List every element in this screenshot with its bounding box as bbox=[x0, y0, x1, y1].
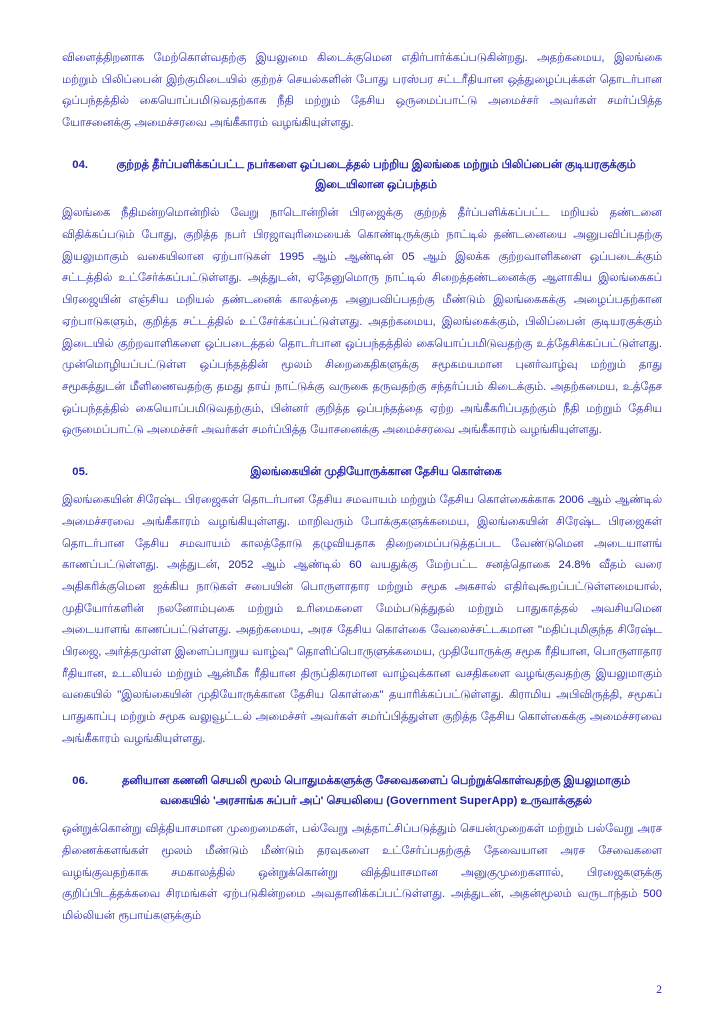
paragraph: ஒன்றுக்கொன்று வித்தியாசமான முறைமைகள், பல்வேறு அத்தாட்சிப்படுத்தும் செயன்முறைகள் மற்றும் பல்வேறு அரச திணைக்களங்கள் மூலம் மீண்டும் மீண்டும் தரவுகளை உட்சேர்ப்பதற்குத் தேவையான அரச சேவைகளை வழங்குவதற்காக சமகாலத்தில் ஒன்றுக்கொன்று வித்தியாசமான அனுகுமுறைகளால், பிரஜைகளுக்கு குறிப்பிடத்தக்கவை சிரமங்கள் ஏற்படுகின்றமை அவதானிக்கப்பட்டுள்ளது. அத்துடன், அதன்மூலம் வருடாந்தம் 500 மில்லியன் ரூபாய்களுக்கும் bbox=[62, 823, 662, 922]
paragraph: விளைத்திறனாக மேற்கொள்வதற்கு இயலுமை கிடைக்குமென எதிர்பார்க்கப்படுகின்றது. அதற்கமைய, இலங்கை மற்றும் பிலிப்பைன் இற்குமிடையில் குற்றச் செயல்களின் போது பரஸ்பர சட்டரீதியான ஒத்துழைப்புக்கள் தொடர்பான ஒப்பந்தத்தில் கையொப்பமிடுவதற்காக நீதி மற்றும் தேசிய ஒருமைப்பாட்டு அமைச்சர் அவர்கள் சமர்ப்பித்த யோசனைக்கு அமைச்சரவை அங்கீகாரம் வழங்கியுள்ளது. bbox=[62, 52, 662, 130]
section-heading-05 bbox=[62, 462, 662, 482]
section-title: குற்றத் தீர்ப்பளிக்கப்பட்ட நபர்களை ஒப்படைத்தல் பற்றிய இலங்கை மற்றும் பிலிப்பைன் குடியரகுக்கும் இடையிலான ஒப்பந்தம் bbox=[116, 158, 636, 192]
section-heading-04 bbox=[62, 155, 662, 196]
section-title: இலங்கையின் முதியோருக்கான தேசிய கொள்கை bbox=[250, 465, 502, 478]
section-number: 05. bbox=[72, 465, 88, 478]
paragraph: இலங்கை நீதிமன்றமொன்றில் வேறு நாடொன்றின் பிரஜைக்கு குற்றத் தீர்ப்பளிக்கப்பட்ட மறியல் தண்டனை விதிக்கப்படும் போது, குறித்த நபர் பிரஜாவுரிமையைக் கொண்டிருக்கும் நாட்டில் தண்டனையை அனுபவிப்பதற்கு இயலுமாகும் வகையிலான ஏற்பாடுகள் 1995 ஆம் ஆண்டின் 05 ஆம் இலக்க குற்றவாளிகளை ஒப்படைக்கும் சட்டத்தில் உட்சேர்க்கப்பட்டுள்ளது. அத்துடன், ஏதேனுமொரு நாட்டில் சிறைத்தண்டனைக்கு ஆளாகிய இலங்கைகப் பிரஜையின் எஞ்சிய மறியல் தண்டனைக் காலத்தை அனுபவிப்பதற்கு மீண்டும் இலங்கைகக்கு அழைப்பதற்கான ஏற்பாடுகளும், குறித்த சட்டத்தில் உட்சேர்க்கப்பட்டுள்ளது. அதற்கமைய, இலங்கைக்கும், பிலிப்பைன் குடியரகுக்கும் இடையில் குற்றவாளிகளை ஒப்படைத்தல் தொடர்பான ஒப்பந்தத்தில் கையொப்பமிடுவதற்கு உத்தேசிக்கப்பட்டுள்ளது. முன்மொழியப்பட்டுள்ள ஒப்பந்தத்தின் மூலம் சிறைகைதிகளுக்கு சமூகமயமான புனர்வாழ்வு மற்றும் தாது சமூகத்துடன் மீளிணைவதற்கு தமது தாய் நாட்டுக்கு வருகை தருவதற்கு சந்தர்ப்பம் கிடைக்கும். அதற்கமைய, உத்தேச ஒப்பந்தத்தில் கையொப்பமிடுவதற்கும், பின்னர் குறித்த ஒப்பந்தத்தை ஏற்ற அங்கீகரிப்பதற்கும் நீதி மற்றும் தேசிய ஒருமைப்பாட்டு அமைச்சர் அவர்கள் சமர்ப்பித்த யோசனைக்கு அமைச்சரவை அங்கீகாரம் வழங்கியுள்ளது. bbox=[62, 207, 662, 437]
spacer bbox=[62, 444, 662, 450]
spacer bbox=[62, 753, 662, 759]
section-number: 04. bbox=[72, 158, 88, 171]
section-heading-06 bbox=[62, 771, 662, 812]
section-number: 06. bbox=[72, 774, 88, 787]
paragraph: இலங்கையின் சிரேஷ்ட பிரஜைகள் தொடர்பான தேசிய சமவாயம் மற்றும் தேசிய கொள்கைக்காக 2006 ஆம் ஆண்டில் அமைச்சரவை அங்கீகாரம் வழங்கியுள்ளது. மாறிவரும் போக்குகளுக்கமைய, இலங்கையின் சிரேஷ்ட பிரஜைகள் தொடர்பான தேசிய சமவாயம் காலத்தோடு தழுவியதாக திறைமைப்படுத்தப்பட வேண்டுமென அடையாளங் காணப்பட்டுள்ளது. அத்துடன், 2052 ஆம் ஆண்டில் 60 வயதுக்கு மேற்பட்ட சனத்தொகை 24.8% வீதம் வரை அதிகரிக்குமென ஐக்கிய நாடுகள் சபையின் பொருளாதார மற்றும் சமூக அகசால் எதிர்வுகூறப்பட்டுள்ளமையால், முதியோர்களின் நலனோம்புகை மற்றும் உரிமைகளை மேம்படுத்துதல் மற்றும் பாதுகாத்தல் அவசியமென அடையாளங் காணப்பட்டுள்ளது. அதற்கமைய, அரச தேசிய கொள்கை வேலைச்சட்டகமான ''மதிப்புமிகுந்த சிரேஷ்ட பிரஜை, அர்த்தமுள்ள இளைப்பாறுய வாழ்வு'' தொளிப்பொருளுக்கமைய, முதியோருக்கு சமூக ரீதியான, பொருளாதார ரீதியான, உடலியல் மற்றும் ஆன்மீக ரீதியான திருப்திகரமான வாழ்வுக்கான வசதிகளை வழங்குவதற்கு இயலுமாகும் வகையில் ''இலங்கையின் முதியோருக்கான தேசிய கொள்கை'' தயாரிக்கப்பட்டுள்ளது. கிராமிய அபிவிருத்தி, சமூகப் பாதுகாப்பு மற்றும் சமூக வலுவூட்டல் அமைச்சர் அவர்கள் சமர்ப்பித்துள்ள குறித்த தேசிய கொள்கைக்கு அமைச்சரவை அங்கீகாரம் வழங்கியுள்ளது. bbox=[62, 494, 663, 745]
page-number: 2 bbox=[656, 984, 662, 996]
document-body bbox=[62, 48, 662, 928]
section-title: தனியான கணனி செயலி மூலம் பொதுமக்களுக்கு சேவைகளைப் பெற்றுக்கொள்வதற்கு இயலுமாகும் வகையில் 'அரசாங்க சுப்பர் அப்' செயலியை (Government SuperApp) உருவாக்குதல் bbox=[121, 774, 631, 807]
spacer bbox=[62, 137, 662, 143]
